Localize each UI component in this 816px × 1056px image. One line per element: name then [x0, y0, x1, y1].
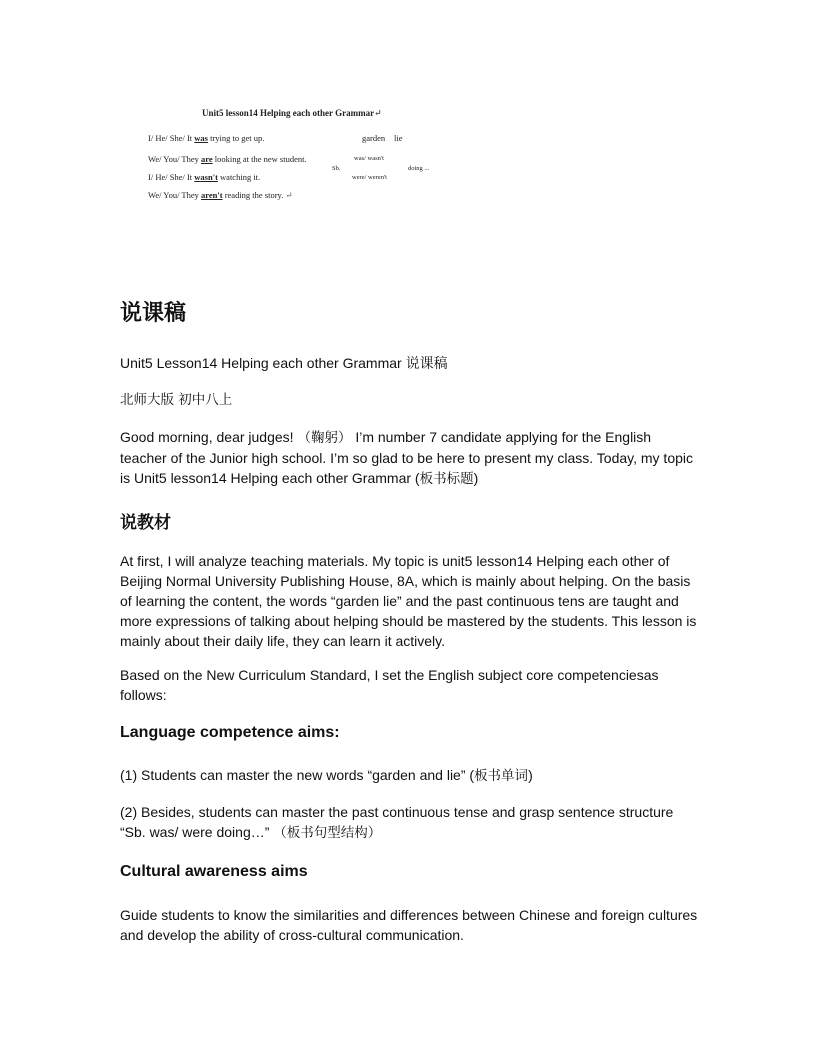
board-doing: doing ...	[408, 165, 430, 172]
board-title: Unit5 lesson14 Helping each other Grammar↵	[202, 108, 382, 118]
board-sb: Sb.	[332, 165, 341, 172]
section-heading-language: Language competence aims:	[120, 724, 340, 741]
board-line-3: I/ He/ She/ It wasn't watching it.	[148, 172, 261, 182]
board-was-wasnt: was/ wasn't	[354, 155, 384, 162]
materials-paragraph: At first, I will analyze teaching materials. My topic is unit5 lesson14 Helping each other of Beijing Normal University Publishing House, 8A, which is mainly about helping. On the basis of learning the content, the words “garden lie” and the past continuous tens are taught and more expressions of talking about helping should be mastered by the students. This lesson is mainly about their daily life, they can learn it actively.	[120, 553, 697, 649]
edition-line: 北师大版 初中八上	[120, 392, 233, 408]
aim-2: (2) Besides, students can master the past continuous tense and grasp sentence structure “Sb. was/ were doing…” （板书句型结构）	[120, 804, 674, 841]
board-word-lie: lie	[394, 133, 403, 143]
standard-paragraph: Based on the New Curriculum Standard, I set the English subject core competenciesas follows:	[120, 667, 659, 703]
board-were-werent: were/ weren't	[352, 174, 387, 181]
board-line-1: I/ He/ She/ It was trying to get up.	[148, 133, 265, 143]
cultural-paragraph: Guide students to know the similarities and differences between Chinese and foreign cultures and develop the ability of cross-cultural communication.	[120, 907, 698, 943]
board-line-4: We/ You/ They aren't reading the story. ↵	[148, 190, 293, 200]
lesson-title: Unit5 Lesson14 Helping each other Grammar 说课稿	[120, 355, 448, 371]
blackboard-design-image	[140, 104, 440, 204]
section-heading-materials: 说教材	[120, 513, 171, 533]
intro-paragraph: Good morning, dear judges! （鞠躬） I’m number 7 candidate applying for the English teacher of the Junior high school. I’m so glad to be here to present my class. Today, my topic is Unit5 lesson14 Helping each other Grammar (板书标题)	[120, 429, 694, 487]
section-heading-cultural: Cultural awareness aims	[120, 863, 308, 880]
aim-1: (1) Students can master the new words “garden and lie” (板书单词)	[120, 767, 533, 784]
board-word-garden: garden	[362, 133, 386, 143]
board-line-2: We/ You/ They are looking at the new student.	[148, 154, 307, 164]
page-title: 说课稿	[120, 301, 187, 326]
